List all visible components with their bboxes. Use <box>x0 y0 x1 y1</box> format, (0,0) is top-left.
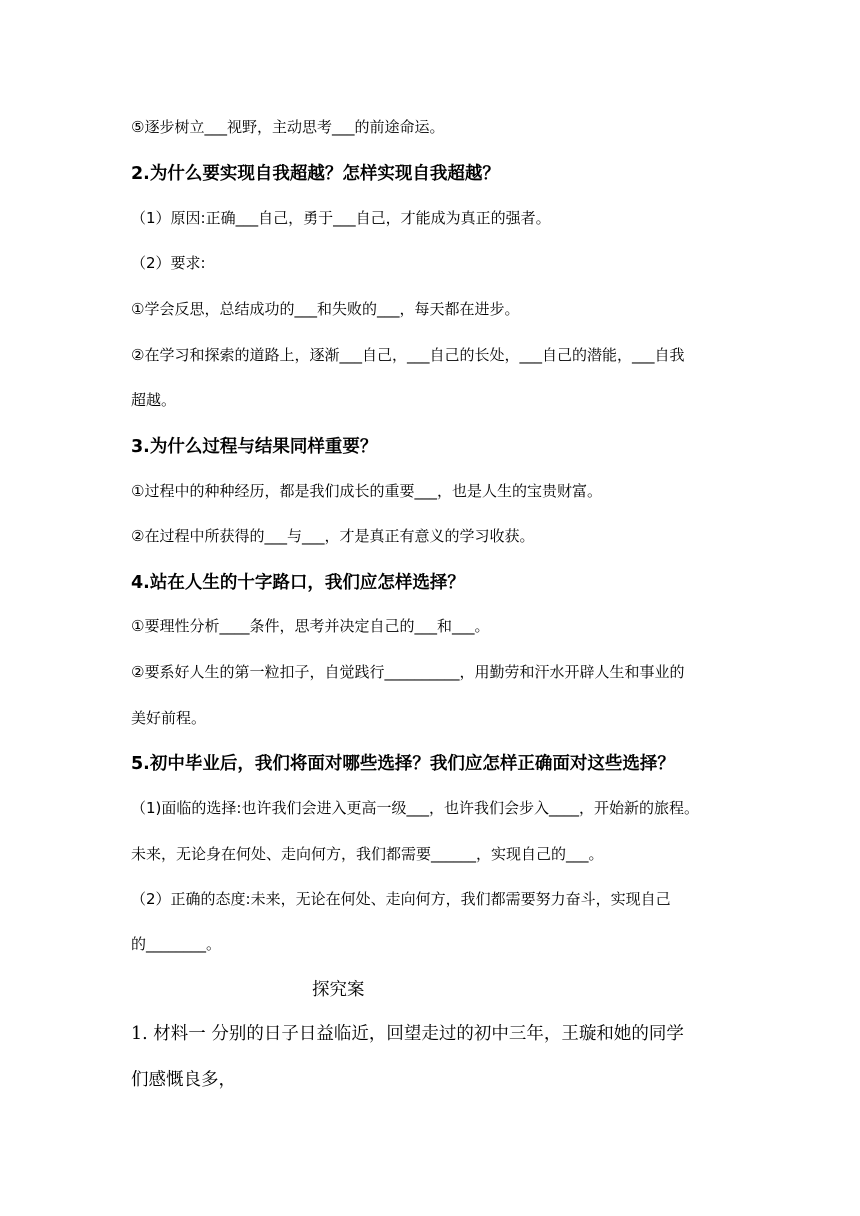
text-line-6: 超越。 <box>131 391 177 409</box>
text-line-15: 的________。 <box>131 935 222 953</box>
material-text-line-2: 们感慨良多， <box>131 1070 236 1090</box>
text-line-13: 未来，无论身在何处、走向何方，我们都需要______，实现自己的___。 <box>131 845 604 863</box>
text-line-4: ①学会反思，总结成功的___和失败的___，每天都在进步。 <box>131 300 520 318</box>
text-line-8: ②在过程中所获得的___与___，才是真正有意义的学习收获。 <box>131 527 535 545</box>
text-line-5: ②在学习和探索的道路上，逐渐___自己，___自己的长处，___自己的潜能，___自我 <box>131 346 685 364</box>
text-line-11: 美好前程。 <box>131 709 207 727</box>
question-heading-5: 5.初中毕业后，我们将面对哪些选择？我们应怎样正确面对这些选择？ <box>131 754 675 774</box>
text-line-7: ①过程中的种种经历，都是我们成长的重要___，也是人生的宝贵财富。 <box>131 482 602 500</box>
section-title: 探究案 <box>312 980 365 1000</box>
text-line-12: （1)面临的选择:也许我们会进入更高一级___，也许我们会步入____，开始新的旅程。 <box>131 799 699 817</box>
text-line-1: ⑤逐步树立___视野，主动思考___的前途命运。 <box>131 118 445 136</box>
question-heading-3: 3.为什么过程与结果同样重要？ <box>131 437 378 457</box>
text-line-2: （1）原因:正确___自己，勇于___自己，才能成为真正的强者。 <box>131 209 551 227</box>
text-line-3: （2）要求: <box>131 254 206 272</box>
text-line-9: ①要理性分析____条件，思考并决定自己的___和___。 <box>131 617 490 635</box>
text-line-10: ②要系好人生的第一粒扣子，自觉践行__________，用勤劳和汗水开辟人生和事业的 <box>131 663 685 681</box>
question-heading-2: 2.为什么要实现自我超越？怎样实现自我超越？ <box>131 164 500 184</box>
text-line-14: （2）正确的态度:未来，无论在何处、走向何方，我们都需要努力奋斗，实现自己 <box>131 890 671 908</box>
material-text-line-1: 1. 材料一 分别的日子日益临近，回望走过的初中三年，王璇和她的同学 <box>131 1024 684 1044</box>
question-heading-4: 4.站在人生的十字路口，我们应怎样选择？ <box>131 573 465 593</box>
